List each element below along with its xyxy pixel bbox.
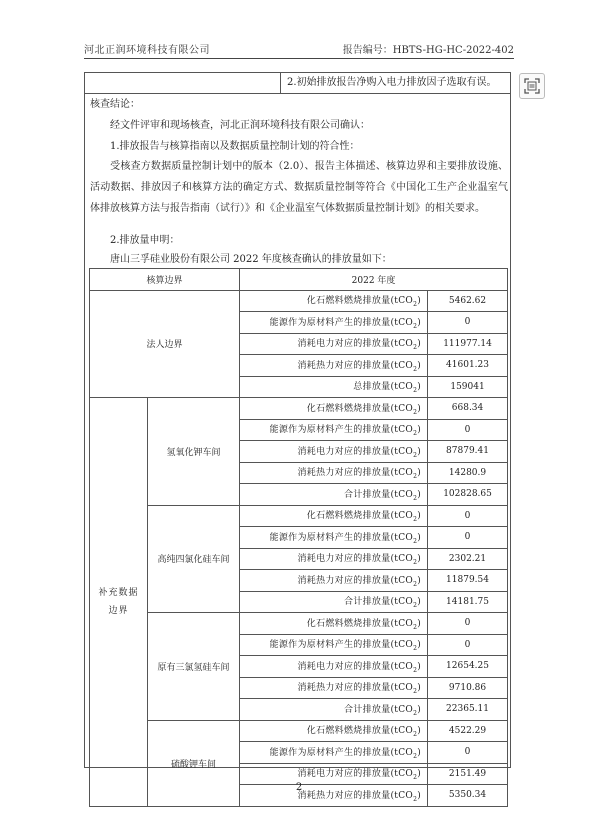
item-cell: 能源作为原材料产生的排放量(tCO$_2$) bbox=[240, 312, 428, 334]
item-cell: 总排放量(tCO$_2$) bbox=[240, 376, 428, 398]
value-cell: 0 bbox=[428, 312, 508, 334]
value-cell: 12654.25 bbox=[428, 656, 508, 678]
note-cell: 2.初始排放报告净购入电力排放因子选取有误。 bbox=[280, 72, 511, 94]
item-cell: 消耗热力对应的排放量(tCO$_2$) bbox=[240, 785, 428, 807]
value-cell: 2302.21 bbox=[428, 548, 508, 570]
header-rule bbox=[84, 58, 514, 59]
item-cell: 消耗电力对应的排放量(tCO$_2$) bbox=[240, 333, 428, 355]
value-cell: 5350.34 bbox=[428, 785, 508, 807]
item-cell: 合计排放量(tCO$_2$) bbox=[240, 591, 428, 613]
workshop-name-cell: 氢氧化钾车间 bbox=[148, 398, 240, 506]
value-cell: 87879.41 bbox=[428, 441, 508, 463]
emissions-table bbox=[89, 268, 508, 807]
item-cell: 化石燃料燃烧排放量(tCO$_2$) bbox=[240, 720, 428, 742]
value-cell: 0 bbox=[428, 613, 508, 635]
point1-body-text: 受核查方数据质量控制计划中的版本（2.0）、报告主体描述、核算边界和主要排放设施、活动数据、排放因子和核算方法的确定方式、数据质量控制等符合《中国化工生产企业温室气体排放核算方法与报告指南（试行）》和《企业温室气体数据质量控制计划》的相关要求。 bbox=[90, 161, 508, 214]
value-cell: 11879.54 bbox=[428, 570, 508, 592]
page-header bbox=[84, 38, 514, 58]
point1-title: 1.排放报告与核算指南以及数据质量控制计划的符合性： bbox=[110, 141, 360, 152]
ocr-scan-icon[interactable] bbox=[519, 73, 545, 99]
item-cell: 化石燃料燃烧排放量(tCO$_2$) bbox=[240, 290, 428, 312]
item-cell: 消耗电力对应的排放量(tCO$_2$) bbox=[240, 763, 428, 785]
report-number: 报告编号：HBTS-HG-HC-2022-402 bbox=[342, 45, 514, 56]
table-row bbox=[90, 613, 508, 635]
point2-title: 2.排放量申明： bbox=[110, 235, 180, 246]
value-cell: 22365.11 bbox=[428, 699, 508, 721]
item-cell: 合计排放量(tCO$_2$) bbox=[240, 699, 428, 721]
value-cell: 0 bbox=[428, 742, 508, 764]
value-cell: 5462.62 bbox=[428, 290, 508, 312]
value-cell: 14280.9 bbox=[428, 462, 508, 484]
company-name: 河北正润环境科技有限公司 bbox=[84, 45, 210, 56]
value-cell: 41601.23 bbox=[428, 355, 508, 377]
item-cell: 消耗热力对应的排放量(tCO$_2$) bbox=[240, 462, 428, 484]
item-cell: 能源作为原材料产生的排放量(tCO$_2$) bbox=[240, 634, 428, 656]
value-cell: 14181.75 bbox=[428, 591, 508, 613]
value-cell: 111977.14 bbox=[428, 333, 508, 355]
item-cell: 消耗电力对应的排放量(tCO$_2$) bbox=[240, 656, 428, 678]
value-cell: 9710.86 bbox=[428, 677, 508, 699]
emissions-table-body bbox=[90, 269, 508, 807]
value-cell: 159041 bbox=[428, 376, 508, 398]
table-caption: 唐山三孚硅业股份有限公司 2022 年度核查确认的排放量如下： bbox=[110, 254, 392, 265]
item-cell: 消耗热力对应的排放量(tCO$_2$) bbox=[240, 355, 428, 377]
supplementary-boundary-cell: 补充数据边界 bbox=[90, 398, 148, 807]
point1-body bbox=[90, 156, 508, 219]
table-row bbox=[90, 290, 508, 312]
value-cell: 4522.29 bbox=[428, 720, 508, 742]
item-cell: 能源作为原材料产生的排放量(tCO$_2$) bbox=[240, 527, 428, 549]
value-cell: 102828.65 bbox=[428, 484, 508, 506]
item-cell: 合计排放量(tCO$_2$) bbox=[240, 484, 428, 506]
note-row bbox=[84, 72, 511, 94]
item-cell: 能源作为原材料产生的排放量(tCO$_2$) bbox=[240, 742, 428, 764]
item-cell: 化石燃料燃烧排放量(tCO$_2$) bbox=[240, 398, 428, 420]
item-cell: 化石燃料燃烧排放量(tCO$_2$) bbox=[240, 613, 428, 635]
page-number: 2 bbox=[295, 782, 303, 793]
conclusion-title: 核查结论： bbox=[90, 99, 140, 110]
value-cell: 0 bbox=[428, 527, 508, 549]
table-row bbox=[90, 398, 508, 420]
table-row bbox=[90, 505, 508, 527]
workshop-name-cell: 高纯四氯化硅车间 bbox=[148, 505, 240, 613]
value-cell: 668.34 bbox=[428, 398, 508, 420]
item-cell: 消耗电力对应的排放量(tCO$_2$) bbox=[240, 441, 428, 463]
table-row bbox=[90, 720, 508, 742]
header-boundary: 核算边界 bbox=[90, 269, 240, 291]
legal-boundary-cell: 法人边界 bbox=[90, 290, 240, 398]
value-cell: 0 bbox=[428, 634, 508, 656]
item-cell: 化石燃料燃烧排放量(tCO$_2$) bbox=[240, 505, 428, 527]
value-cell: 0 bbox=[428, 419, 508, 441]
item-cell: 消耗热力对应的排放量(tCO$_2$) bbox=[240, 570, 428, 592]
intro-line: 经文件评审和现场核查，河北正润环境科技有限公司确认： bbox=[110, 120, 370, 131]
value-cell: 0 bbox=[428, 505, 508, 527]
item-cell: 消耗电力对应的排放量(tCO$_2$) bbox=[240, 548, 428, 570]
workshop-name-cell: 原有三氯氢硅车间 bbox=[148, 613, 240, 721]
table-header-row bbox=[90, 269, 508, 291]
value-cell: 2151.49 bbox=[428, 763, 508, 785]
item-cell: 消耗热力对应的排放量(tCO$_2$) bbox=[240, 677, 428, 699]
item-cell: 能源作为原材料产生的排放量(tCO$_2$) bbox=[240, 419, 428, 441]
header-year: 2022 年度 bbox=[240, 269, 508, 291]
workshop-name-cell: 硫酸钾车间 bbox=[148, 720, 240, 806]
